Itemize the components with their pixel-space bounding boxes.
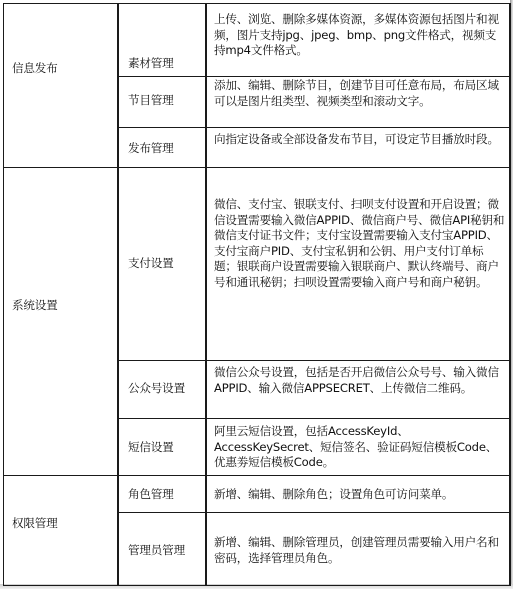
category-label: 系统设置	[12, 298, 58, 312]
feature-description: 阿里云短信设置，包括AccessKeyId、AccessKeySecret、短信签名、验证码短信模板Code、优惠劵短信模板Code。	[214, 424, 498, 470]
feature-description: 新增、编辑、删除角色；设置角色可访问菜单。	[214, 487, 454, 501]
feature-name: 角色管理	[128, 487, 174, 501]
feature-description: 微信公众号设置，包括是否开启微信公众号号、输入微信APPID、输入微信APPSECRET、上传微信二维码。	[214, 365, 499, 395]
column-divider-1	[117, 3, 119, 586]
row-divider	[118, 418, 511, 419]
feature-description: 上传、浏览、删除多媒体资源，多媒体资源包括图片和视频，图片支持jpg、jpeg、bmp、png文件格式，视频支持mp4文件格式。	[214, 12, 499, 58]
category-label: 权限管理	[12, 516, 58, 530]
feature-name: 公众号设置	[128, 381, 185, 395]
feature-description: 添加、编辑、删除节目，创建节目可任意布局，布局区域可以是图片组类型、视频类型和滚动文字。	[214, 78, 499, 108]
feature-name: 发布管理	[128, 141, 174, 155]
row-divider	[118, 76, 511, 77]
feature-name: 支付设置	[128, 256, 174, 270]
category-label: 信息发布	[12, 61, 58, 75]
table-border-top	[3, 3, 511, 4]
table-border-left	[3, 3, 4, 586]
feature-name: 素材管理	[128, 56, 174, 70]
row-divider	[118, 512, 511, 513]
feature-description: 新增、编辑、删除管理员，创建管理员需要输入用户名和密码，选择管理员角色。	[214, 535, 499, 565]
section-divider-2	[3, 475, 511, 476]
feature-name: 管理员管理	[128, 543, 185, 557]
row-divider	[118, 360, 511, 361]
feature-name: 节目管理	[128, 93, 174, 107]
feature-name: 短信设置	[128, 440, 174, 454]
table-border-right	[509, 3, 511, 586]
feature-description: 微信、支付宝、银联支付、扫呗支付设置和开启设置；微信设置需要输入微信APPID、微信商户号、微信API秘钥和微信支付证书文件；支付宝设置需要输入支付宝APPID、支付宝商户PID、支付宝私钥和公钥、用户支付订单标题；银联商户设置需要输入银联商户、默认终端号、商户号和通讯秘钥；扫呗设置需要输入商户号和商户秘钥。	[214, 197, 505, 289]
column-divider-2	[205, 3, 207, 586]
feature-description: 向指定设备或全部设备发布节目，可设定节目播放时段。	[214, 132, 499, 146]
table-border-bottom	[3, 585, 511, 586]
section-divider-1	[3, 167, 511, 168]
row-divider	[118, 127, 511, 128]
